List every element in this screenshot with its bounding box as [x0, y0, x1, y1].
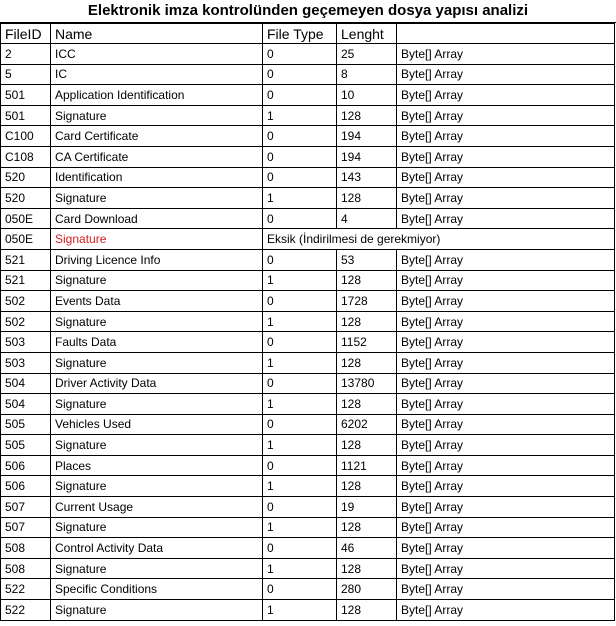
- cell-data-type: Byte[] Array: [397, 373, 615, 394]
- cell-fileid: 520: [1, 188, 51, 209]
- cell-name: Vehicles Used: [51, 414, 263, 435]
- cell-fileid: 503: [1, 352, 51, 373]
- cell-name: Signature: [51, 270, 263, 291]
- cell-fileid: 501: [1, 85, 51, 106]
- cell-length: 53: [337, 249, 397, 270]
- cell-name: Places: [51, 455, 263, 476]
- cell-length: 128: [337, 558, 397, 579]
- cell-data-type: Byte[] Array: [397, 44, 615, 65]
- cell-name: Driver Activity Data: [51, 373, 263, 394]
- table-row: [1, 208, 615, 229]
- table-row: [1, 146, 615, 167]
- cell-file-type: 0: [263, 64, 337, 85]
- sheet-title: Elektronik imza kontrolünden geçemeyen dosya yapısı analizi: [0, 0, 616, 23]
- cell-name-missing: Signature: [51, 229, 263, 250]
- cell-length: 19: [337, 497, 397, 518]
- cell-fileid: 522: [1, 579, 51, 600]
- cell-data-type: Byte[] Array: [397, 394, 615, 415]
- cell-length: 128: [337, 600, 397, 621]
- cell-length: 128: [337, 435, 397, 456]
- table-row: [1, 579, 615, 600]
- cell-name: Card Certificate: [51, 126, 263, 147]
- cell-data-type: Byte[] Array: [397, 105, 615, 126]
- cell-data-type: Byte[] Array: [397, 126, 615, 147]
- cell-fileid: 508: [1, 538, 51, 559]
- cell-fileid: 505: [1, 414, 51, 435]
- table-row: [1, 476, 615, 497]
- cell-length: 128: [337, 476, 397, 497]
- cell-fileid: 2: [1, 44, 51, 65]
- cell-file-type: 0: [263, 85, 337, 106]
- cell-data-type: Byte[] Array: [397, 497, 615, 518]
- table-row: [1, 373, 615, 394]
- cell-file-type: 0: [263, 126, 337, 147]
- cell-fileid: 502: [1, 311, 51, 332]
- cell-data-type: Byte[] Array: [397, 311, 615, 332]
- table-row: [1, 64, 615, 85]
- table-row: [1, 85, 615, 106]
- cell-file-type: 1: [263, 558, 337, 579]
- cell-data-type: Byte[] Array: [397, 455, 615, 476]
- cell-file-type: 1: [263, 311, 337, 332]
- cell-fileid: 521: [1, 270, 51, 291]
- cell-file-type: 0: [263, 455, 337, 476]
- cell-length: 128: [337, 311, 397, 332]
- cell-data-type: Byte[] Array: [397, 270, 615, 291]
- cell-length: 194: [337, 146, 397, 167]
- header-data: [397, 24, 615, 44]
- cell-missing-note: Eksik (İndirilmesi de gerekmiyor): [263, 229, 615, 250]
- cell-length: 128: [337, 270, 397, 291]
- table-row: [1, 249, 615, 270]
- cell-file-type: 0: [263, 497, 337, 518]
- cell-name: Current Usage: [51, 497, 263, 518]
- cell-name: Signature: [51, 105, 263, 126]
- table-row: [1, 311, 615, 332]
- cell-file-type: 0: [263, 538, 337, 559]
- cell-length: 13780: [337, 373, 397, 394]
- table-row: [1, 414, 615, 435]
- table-row: [1, 332, 615, 353]
- cell-data-type: Byte[] Array: [397, 352, 615, 373]
- cell-length: 25: [337, 44, 397, 65]
- table-row: [1, 291, 615, 312]
- cell-fileid: 504: [1, 394, 51, 415]
- cell-fileid: 505: [1, 435, 51, 456]
- cell-name: Driving Licence Info: [51, 249, 263, 270]
- cell-name: Signature: [51, 311, 263, 332]
- header-length: Lenght: [337, 24, 397, 44]
- cell-file-type: 1: [263, 270, 337, 291]
- cell-fileid: 501: [1, 105, 51, 126]
- header-file-type: File Type: [263, 24, 337, 44]
- cell-name: Card Download: [51, 208, 263, 229]
- cell-name: Control Activity Data: [51, 538, 263, 559]
- table-row: [1, 435, 615, 456]
- cell-fileid: C100: [1, 126, 51, 147]
- header-fileid: FileID: [1, 24, 51, 44]
- cell-fileid: 520: [1, 167, 51, 188]
- table-row: [1, 352, 615, 373]
- cell-name: Application Identification: [51, 85, 263, 106]
- cell-name: Signature: [51, 352, 263, 373]
- cell-file-type: 1: [263, 188, 337, 209]
- cell-data-type: Byte[] Array: [397, 538, 615, 559]
- cell-length: 1728: [337, 291, 397, 312]
- cell-data-type: Byte[] Array: [397, 476, 615, 497]
- cell-length: 280: [337, 579, 397, 600]
- cell-file-type: 0: [263, 249, 337, 270]
- table-row: [1, 497, 615, 518]
- cell-fileid: 050E: [1, 208, 51, 229]
- cell-data-type: Byte[] Array: [397, 208, 615, 229]
- cell-file-type: 0: [263, 208, 337, 229]
- cell-data-type: Byte[] Array: [397, 579, 615, 600]
- table-row: [1, 558, 615, 579]
- cell-name: Signature: [51, 476, 263, 497]
- cell-length: 1121: [337, 455, 397, 476]
- cell-name: Faults Data: [51, 332, 263, 353]
- cell-fileid: 503: [1, 332, 51, 353]
- cell-length: 128: [337, 352, 397, 373]
- cell-length: 4: [337, 208, 397, 229]
- cell-data-type: Byte[] Array: [397, 517, 615, 538]
- cell-name: Signature: [51, 558, 263, 579]
- cell-length: 128: [337, 188, 397, 209]
- cell-length: 128: [337, 517, 397, 538]
- cell-fileid: 522: [1, 600, 51, 621]
- table-row: [1, 167, 615, 188]
- cell-file-type: 1: [263, 435, 337, 456]
- cell-name: Signature: [51, 188, 263, 209]
- cell-fileid: 5: [1, 64, 51, 85]
- cell-name: Signature: [51, 600, 263, 621]
- cell-name: CA Certificate: [51, 146, 263, 167]
- cell-fileid: 507: [1, 517, 51, 538]
- table-row: [1, 600, 615, 621]
- cell-name: Specific Conditions: [51, 579, 263, 600]
- table-row: [1, 517, 615, 538]
- cell-file-type: 1: [263, 517, 337, 538]
- cell-file-type: 1: [263, 394, 337, 415]
- header-name: Name: [51, 24, 263, 44]
- cell-file-type: 0: [263, 579, 337, 600]
- header-row: [1, 24, 615, 44]
- cell-length: 6202: [337, 414, 397, 435]
- cell-file-type: 0: [263, 146, 337, 167]
- cell-fileid: 504: [1, 373, 51, 394]
- cell-length: 1152: [337, 332, 397, 353]
- cell-file-type: 1: [263, 600, 337, 621]
- cell-data-type: Byte[] Array: [397, 558, 615, 579]
- file-structure-table: [0, 23, 615, 621]
- cell-length: 8: [337, 64, 397, 85]
- cell-file-type: 0: [263, 373, 337, 394]
- cell-name: Events Data: [51, 291, 263, 312]
- cell-length: 143: [337, 167, 397, 188]
- cell-data-type: Byte[] Array: [397, 414, 615, 435]
- table-row: [1, 105, 615, 126]
- cell-length: 128: [337, 105, 397, 126]
- cell-fileid: 507: [1, 497, 51, 518]
- cell-fileid: C108: [1, 146, 51, 167]
- table-row: [1, 394, 615, 415]
- table-row: [1, 270, 615, 291]
- table-row: [1, 188, 615, 209]
- cell-fileid: 506: [1, 476, 51, 497]
- cell-fileid: 521: [1, 249, 51, 270]
- cell-name: ICC: [51, 44, 263, 65]
- cell-file-type: 1: [263, 105, 337, 126]
- cell-data-type: Byte[] Array: [397, 188, 615, 209]
- table-row: [1, 538, 615, 559]
- cell-data-type: Byte[] Array: [397, 600, 615, 621]
- cell-name: Signature: [51, 517, 263, 538]
- table-row: [1, 44, 615, 65]
- cell-data-type: Byte[] Array: [397, 167, 615, 188]
- cell-name: Identification: [51, 167, 263, 188]
- cell-data-type: Byte[] Array: [397, 435, 615, 456]
- cell-length: 128: [337, 394, 397, 415]
- cell-file-type: 0: [263, 167, 337, 188]
- cell-file-type: 0: [263, 332, 337, 353]
- cell-fileid: 502: [1, 291, 51, 312]
- cell-fileid: 508: [1, 558, 51, 579]
- cell-data-type: Byte[] Array: [397, 332, 615, 353]
- cell-fileid: 506: [1, 455, 51, 476]
- cell-data-type: Byte[] Array: [397, 249, 615, 270]
- cell-length: 194: [337, 126, 397, 147]
- cell-data-type: Byte[] Array: [397, 64, 615, 85]
- table-row: [1, 126, 615, 147]
- cell-fileid: 050E: [1, 229, 51, 250]
- cell-file-type: 0: [263, 44, 337, 65]
- cell-name: Signature: [51, 435, 263, 456]
- cell-length: 46: [337, 538, 397, 559]
- cell-length: 10: [337, 85, 397, 106]
- cell-file-type: 1: [263, 352, 337, 373]
- table-row: [1, 455, 615, 476]
- cell-file-type: 0: [263, 291, 337, 312]
- cell-name: Signature: [51, 394, 263, 415]
- cell-data-type: Byte[] Array: [397, 85, 615, 106]
- cell-name: IC: [51, 64, 263, 85]
- cell-file-type: 0: [263, 414, 337, 435]
- cell-file-type: 1: [263, 476, 337, 497]
- cell-data-type: Byte[] Array: [397, 291, 615, 312]
- cell-data-type: Byte[] Array: [397, 146, 615, 167]
- table-row: [1, 229, 615, 250]
